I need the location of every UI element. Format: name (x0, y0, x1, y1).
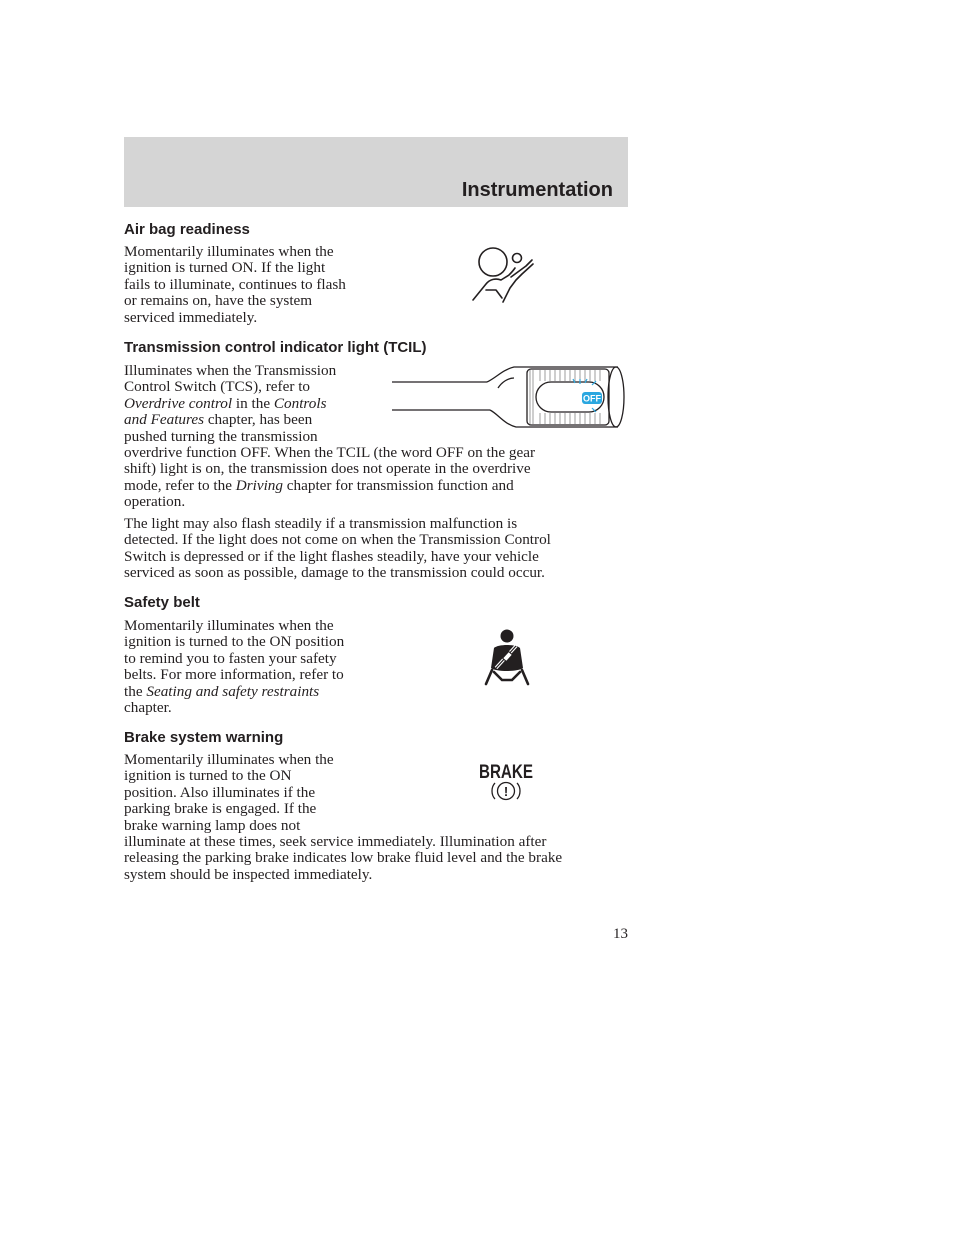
airbag-icon (466, 244, 538, 308)
airbag-heading: Air bag readiness (124, 221, 250, 238)
tcil-body: Illuminates when the Transmission Control Switch (TCS), refer to Overdrive control in the Controls and Features chapter, has been pushed turning the transmission overdrive function OFF. When the TCIL (the word OFF on the gear shift) light is on, the transmission does not operate in the overdrive mode, refer to the Driving chapter for transmission function and operation. (124, 362, 536, 511)
airbag-body: Momentarily illuminates when the ignition is turned ON. If the light fails to illuminate, continues to flash or remains on, have the system serviced immediately. (124, 243, 346, 326)
safety-belt-body: Momentarily illuminates when the ignition is turned to the ON position to remind you to fasten your safety belts. For more information, refer to the Seating and safety restraints chapter. (124, 617, 345, 717)
brake-heading: Brake system warning (124, 729, 284, 746)
brake-warning-icon (476, 760, 538, 804)
page-number: 13 (613, 926, 628, 942)
brake-label: BRAKE (479, 762, 533, 783)
off-label: OFF (583, 393, 601, 404)
brake-body: Momentarily illuminates when the ignition is turned to the ON position. Also illuminates if the parking brake is engaged. If the brake warning lamp does not illuminate at these times, seek service immediately. Illumination after releasing the parking brake indicates low brake fluid level and the brake system should be inspected immediately. (124, 751, 563, 883)
seatbelt-icon (480, 628, 532, 688)
tcil-heading: Transmission control indicator light (TCIL) (124, 339, 427, 356)
tcil-body-2: The light may also flash steadily if a transmission malfunction is detected. If the light does not come on when the Transmission Control Switch is depressed or if the light flashes steadily, have your vehicle serviced as soon as possible, damage to the transmission could occur. (124, 515, 551, 582)
gear-shift-icon (390, 364, 626, 430)
safety-belt-heading: Safety belt (124, 594, 200, 611)
brake-exclamation: ! (503, 784, 509, 799)
page-title: Instrumentation (461, 179, 613, 201)
header-band (124, 137, 628, 207)
